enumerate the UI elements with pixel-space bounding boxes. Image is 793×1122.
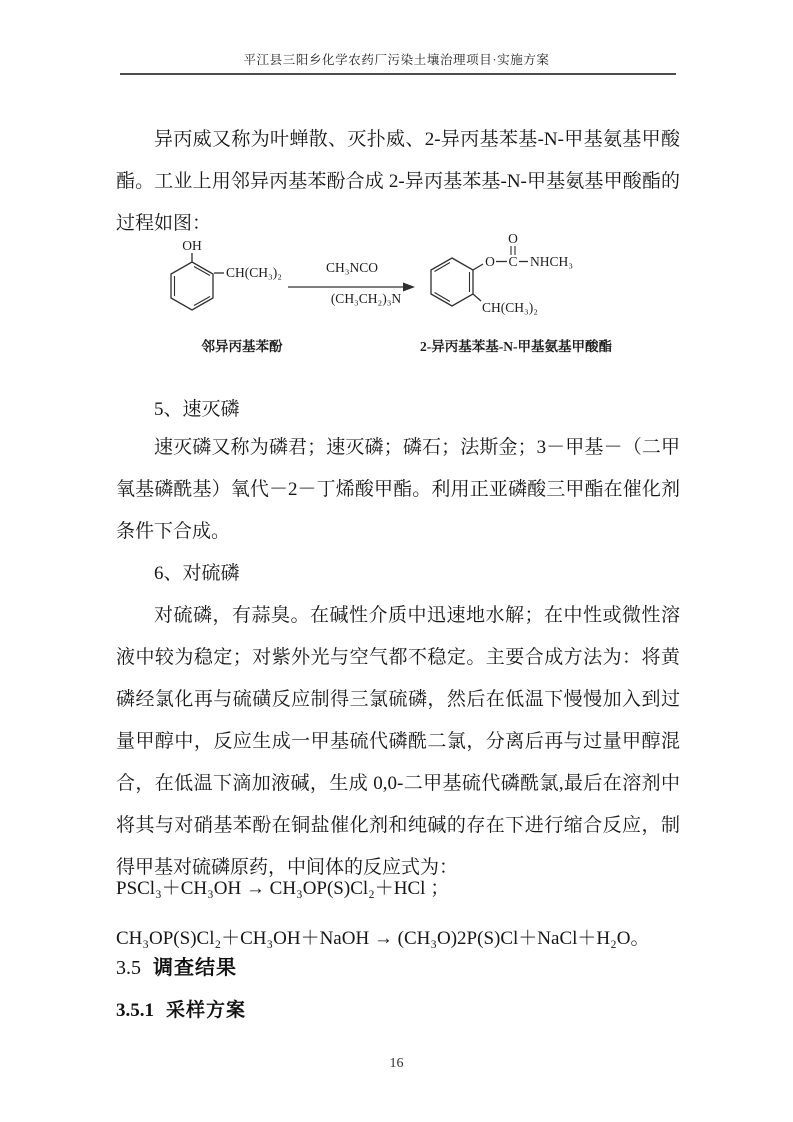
product-isopropyl-label: CH(CH₃)₂ xyxy=(482,300,538,315)
carbonyl-oxygen-label: O xyxy=(508,231,518,246)
n-methylamino-label: NHCH₃ xyxy=(530,254,573,269)
ester-oxygen-label: O xyxy=(485,254,495,269)
reactant-structure xyxy=(171,238,283,354)
reaction-diagram-svg xyxy=(140,228,680,360)
hydroxyl-label: OH xyxy=(182,238,202,253)
page-header-title: 平江县三阳乡化学农药厂污染土壤治理项目·实施方案 xyxy=(243,53,550,67)
heading-3-5-1 xyxy=(116,998,716,1024)
paragraph-mevinphos: 速灭磷又称为磷君；速灭磷；磷石；法斯金；3－甲基－（二甲氧基磷酰基）氧代－2－丁烯酸甲酯。利用正亚磷酸三甲酯在催化剂条件下合成。 xyxy=(116,437,680,542)
arrowhead-icon xyxy=(403,283,415,292)
heading-3-5-1-text: 采样方案 xyxy=(166,1000,247,1021)
reagent-above-arrow: CH₃NCO xyxy=(326,260,378,275)
paragraph-isoprocarb-intro: 异丙威又称为叶蝉散、灭扑威、2-异丙基苯基-N-甲基氨基甲酸酯。工业上用邻异丙基苯酚合成 2-异丙基苯基-N-甲基氨基甲酸酯的过程如图： xyxy=(116,129,680,234)
chemical-equation-1: PSCl₃＋CH₃OH → CH₃OP(S)Cl₂＋HCl ； xyxy=(116,878,450,899)
reactant-isopropyl-label: CH(CH₃)₂ xyxy=(226,265,282,280)
heading-3-5-1-number: 3.5.1 xyxy=(116,1000,154,1021)
product-structure xyxy=(420,231,612,354)
heading-3-5 xyxy=(116,955,716,981)
reactant-caption: 邻异丙基苯酚 xyxy=(201,339,283,354)
carbonyl-carbon-label: C xyxy=(508,254,518,269)
reagent-below-arrow: (CH₃CH₂)₃N xyxy=(330,291,402,306)
product-caption: 2-异丙基苯基-N-甲基氨基甲酸酯 xyxy=(420,339,612,354)
reaction-diagram xyxy=(140,228,680,360)
page-number: 16 xyxy=(389,1056,404,1071)
section-6-title: 6、对硫磷 xyxy=(154,563,240,584)
section-5-title: 5、速灭磷 xyxy=(154,399,240,420)
header-divider xyxy=(120,73,676,75)
chemical-equation-2: CH₃OP(S)Cl₂＋CH₃OH＋NaOH → (CH₃O)2P(S)Cl＋NaCl＋H₂O。 xyxy=(116,928,650,949)
paragraph-parathion: 对硫磷，有蒜臭。在碱性介质中迅速地水解；在中性或微性溶液中较为稳定；对紫外光与空气都不稳定。主要合成方法为：将黄磷经氯化再与硫磺反应制得三氯硫磷，然后在低温下慢慢加入到过量甲醇中，反应生成一甲基硫代磷酰二氯，分离后再与过量甲醇混合，在低温下滴加液碱，生成 0,0-二甲基硫代磷酰氯,最后在溶剂中将其与对硝基苯酚在铜盐催化剂和纯碱的存在下进行缩合反应，制得甲基对硫磷原药，中间体的反应式为： xyxy=(116,605,680,878)
heading-3-5-text: 调查结果 xyxy=(153,957,237,979)
heading-3-5-number: 3.5 xyxy=(116,957,141,979)
reaction-arrow xyxy=(288,260,415,306)
